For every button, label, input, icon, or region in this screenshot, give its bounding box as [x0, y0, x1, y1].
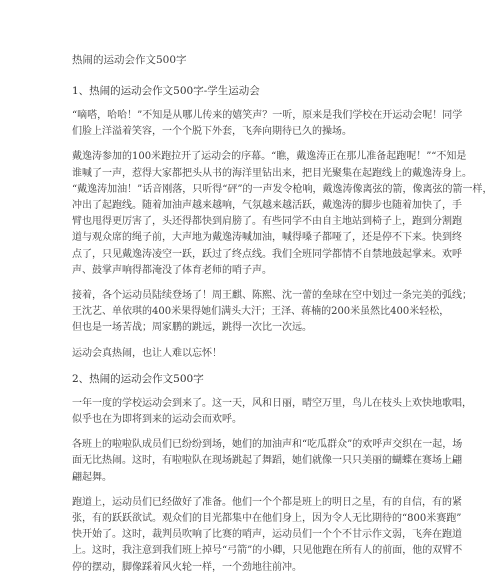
- paragraph-line: 面无比热闹。这时，有啦啦队在现场跳起了舞蹈，她们就像一只只美丽的蝴蝶在赛场上翩: [72, 455, 462, 467]
- section-1-body: [72, 108, 493, 362]
- paragraph: [72, 108, 463, 140]
- paragraph-line: 张，有的跃跃欲试。观众们的目光都集中在他们身上，因为令人无比期待的“800米赛跑”: [72, 513, 462, 525]
- paragraph-line: 停的摆动，脚像踩着风火轮一样，一个劲地往前冲。: [72, 561, 302, 573]
- paragraph-line: 跑道上，运动员们已经做好了准备。他们一个个都是班上的明日之星，有的自信，有的紧: [72, 496, 462, 508]
- paragraph-line: 冲出了起跑线。随着加油声越来越响，气氛越来越活跃，戴逸涛的脚步也随着加快了，手: [72, 200, 462, 212]
- paragraph: [72, 396, 472, 428]
- paragraph-line: 运动会真热闹，也让人难以忘怀！: [72, 347, 222, 359]
- paragraph: [72, 346, 428, 362]
- paragraph-line: 戴逸涛参加的100米跑拉开了运动会的序幕。“瞧，戴逸涛正在那儿准备起跑呢！”“不知是: [72, 151, 467, 163]
- paragraph: [72, 437, 463, 486]
- paragraph-line: 快开始了。这时，裁判员吹响了比赛的哨声，运动员们一个个不甘示作文弱，飞奔在跑道: [72, 529, 462, 541]
- paragraph-line: 点了，只见戴逸涛凌空一跃，跃过了终点线。我们全班同学都情不自禁地鼓起掌来。欢呼: [72, 248, 462, 260]
- paragraph-line: 但也是一场苦战；周家鹏的跳远，跳得一次比一次远。: [72, 322, 312, 334]
- paragraph-line: 声、鼓掌声响得都淹没了体育老师的哨子声。: [72, 264, 272, 276]
- paragraph: [72, 149, 493, 279]
- paragraph-line: 谁喊了一声，惹得大家都把头从书的海洋里钻出来，把目光聚集在起跑线上的戴逸涛身上。: [72, 167, 472, 179]
- paragraph-line: 道与观众席的绳子前，大声地为戴逸涛喊加油，喊得嗓子都哑了，还是停不下来。快到终: [72, 232, 462, 244]
- section-2-body: [72, 396, 472, 576]
- paragraph: [72, 495, 463, 576]
- section-2-heading: 2、热闹的运动会作文500字: [72, 372, 204, 385]
- paragraph: [72, 288, 472, 337]
- paragraph-line: “戴逸涛加油！”话音刚落，只听得“砰”的一声发令枪响，戴逸涛像离弦的箭，像离弦的箭一样，: [72, 183, 493, 195]
- document-title: 热闹的运动会作文500字: [72, 54, 187, 66]
- paragraph-line: 王沈艺、单依琪的400米果得她们满头大汗；王泽、蒋楠的200米虽然比400米轻松，: [72, 306, 450, 318]
- paragraph-line: 翩起舞。: [72, 471, 112, 483]
- paragraph-line: 一年一度的学校运动会到来了。这一天，风和日丽，晴空万里，鸟儿在枝头上欢快地歌唱，: [72, 397, 472, 409]
- paragraph-line: 臂也甩得更厉害了，头还得都快到肩膀了。有些同学不由自主地站到椅子上，跑到分割跑: [72, 216, 462, 228]
- section-1-heading: 1、热闹的运动会作文500字-学生运动会: [72, 85, 260, 97]
- paragraph-line: 上。这时，我注意到我们班上掉号“弓箭”的小卿，只见他跑在所有人的前面，他的双臂不: [72, 545, 463, 557]
- paragraph-line: 各班上的啦啦队成员们已纷纷到场，她们的加油声和“吃瓜群众”的欢呼声交织在一起，场: [72, 439, 463, 451]
- paragraph-line: “嘀嗒，哈哈！”不知是从哪儿传来的嬉笑声？一听，原来是我们学校在开运动会呢！同学: [72, 110, 463, 121]
- paragraph-line: 似乎也在为即将到来的运动会而欢呼。: [72, 414, 242, 426]
- paragraph-line: 接着，各个运动员陆续登场了！周王麒、陈熙、沈一蕾的垒球在空中划过一条完美的弧线；: [72, 290, 472, 302]
- paragraph-line: 们脸上洋溢着笑容，一个个脱下外套，飞奔向期待已久的操场。: [72, 126, 352, 138]
